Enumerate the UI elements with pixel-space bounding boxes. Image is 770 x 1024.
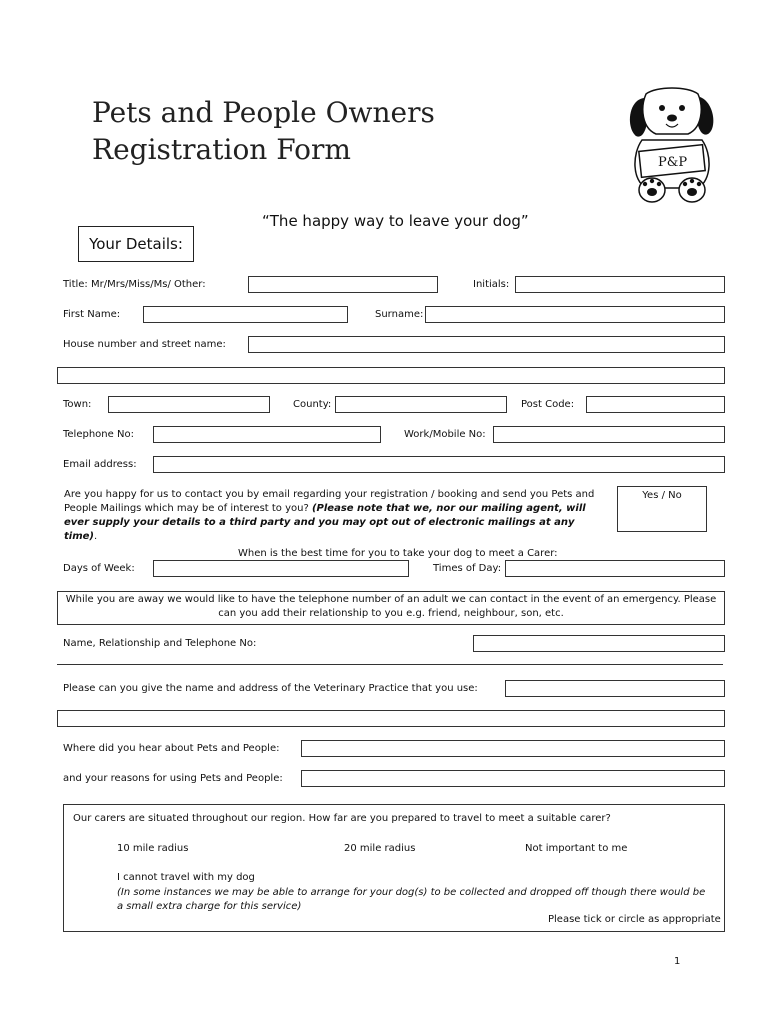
emergency-contact-label: Name, Relationship and Telephone No: xyxy=(63,638,257,649)
cannot-travel-note: (In some instances we may be able to arrange for your dog(s) to be collected and dropped off though there would be a small extra charge for this service) xyxy=(117,887,706,912)
title-field[interactable] xyxy=(248,276,438,293)
county-field[interactable] xyxy=(335,396,507,413)
option-cannot-travel[interactable]: I cannot travel with my dog xyxy=(117,872,255,883)
title-label: Title: Mr/Mrs/Miss/Ms/ Other: xyxy=(63,279,206,290)
form-title: Pets and People Owners Registration Form xyxy=(92,96,435,166)
town-label: Town: xyxy=(63,399,92,410)
days-of-week-field[interactable] xyxy=(153,560,409,577)
days-of-week-label: Days of Week: xyxy=(63,563,135,574)
county-label: County: xyxy=(293,399,332,410)
consent-privacy-note: (Please note that we, nor our mailing agent, will ever supply your details to a third party and you may opt out of electronic mailings at any time) xyxy=(64,503,586,542)
page-number: 1 xyxy=(674,956,681,967)
reasons-field[interactable] xyxy=(301,770,725,787)
surname-field[interactable] xyxy=(425,306,725,323)
consent-end: . xyxy=(93,531,98,542)
surname-label: Surname: xyxy=(375,309,424,320)
email-field[interactable] xyxy=(153,456,725,473)
tagline: “The happy way to leave your dog” xyxy=(262,212,529,230)
section-heading-your-details: Your Details: xyxy=(78,226,194,262)
meeting-question: When is the best time for you to take your dog to meet a Carer: xyxy=(238,548,558,559)
heard-about-field[interactable] xyxy=(301,740,725,757)
postcode-field[interactable] xyxy=(586,396,725,413)
telephone-field[interactable] xyxy=(153,426,381,443)
times-of-day-field[interactable] xyxy=(505,560,725,577)
vet-field[interactable] xyxy=(505,680,725,697)
initials-field[interactable] xyxy=(515,276,725,293)
first-name-label: First Name: xyxy=(63,309,121,320)
times-of-day-label: Times of Day: xyxy=(433,563,502,574)
emergency-contact-info: While you are away we would like to have the telephone number of an adult we can contact in the event of an emergency. Please can you add their relationship to you e.g. friend, neighbour, son, etc. xyxy=(57,591,725,625)
work-mobile-label: Work/Mobile No: xyxy=(404,429,486,440)
reasons-label: and your reasons for using Pets and People: xyxy=(63,773,283,784)
consent-question: Are you happy for us to contact you by email regarding your registration / booking and send you Pets and People Mailings which may be of interest to you? xyxy=(64,489,595,514)
heard-about-label: Where did you hear about Pets and People: xyxy=(63,743,280,754)
town-field[interactable] xyxy=(108,396,270,413)
first-name-field[interactable] xyxy=(143,306,348,323)
option-10-mile[interactable]: 10 mile radius xyxy=(117,843,189,854)
vet-address-field[interactable] xyxy=(57,710,725,727)
tick-instruction: Please tick or circle as appropriate xyxy=(548,914,721,925)
divider xyxy=(57,664,723,665)
email-label: Email address: xyxy=(63,459,137,470)
option-not-important[interactable]: Not important to me xyxy=(525,843,628,854)
address-line-2-field[interactable] xyxy=(57,367,725,384)
postcode-label: Post Code: xyxy=(521,399,575,410)
vet-label: Please can you give the name and address of the Veterinary Practice that you use: xyxy=(63,683,478,694)
address-field[interactable] xyxy=(248,336,725,353)
option-20-mile[interactable]: 20 mile radius xyxy=(344,843,416,854)
dog-logo-icon xyxy=(622,84,722,208)
telephone-label: Telephone No: xyxy=(63,429,134,440)
work-mobile-field[interactable] xyxy=(493,426,725,443)
email-consent-text xyxy=(64,488,600,544)
logo-text: P&P xyxy=(658,155,688,170)
emergency-contact-field[interactable] xyxy=(473,635,725,652)
initials-label: Initials: xyxy=(473,279,510,290)
travel-question: Our carers are situated throughout our region. How far are you prepared to travel to meet a suitable carer? xyxy=(73,813,611,824)
address-label: House number and street name: xyxy=(63,339,226,350)
email-consent-yes-no[interactable]: Yes / No xyxy=(617,486,707,532)
